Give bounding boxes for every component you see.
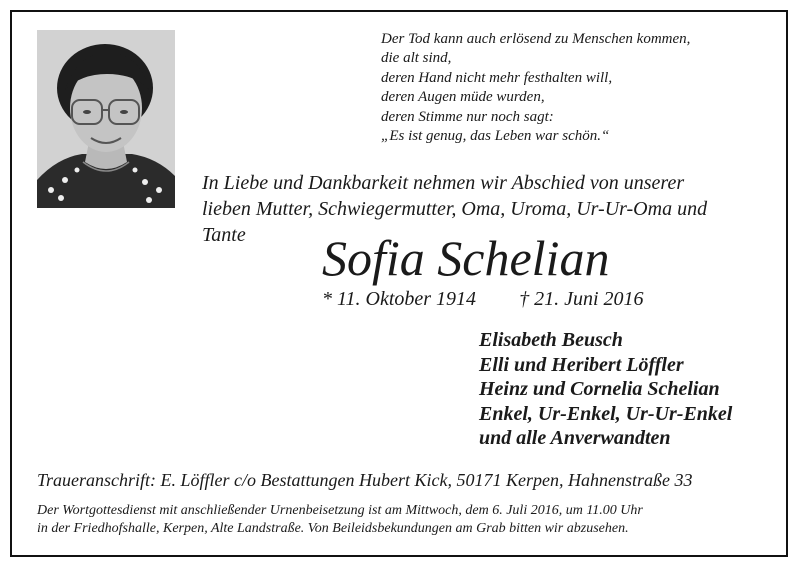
mourner-entry: Enkel, Ur-Enkel, Ur-Ur-Enkel [479,402,733,425]
mourner-entry: Elli und Heribert Löffler [479,353,684,376]
poem-line: deren Augen müde wurden, [381,89,545,106]
mourning-address: Traueranschrift: E. Löffler c/o Bestattungen Hubert Kick, 50171 Kerpen, Hahnenstraße 33 [37,470,693,490]
birth-date: * 11. Oktober 1914 [322,288,477,310]
portrait-photo [37,30,175,208]
poem-line: „Es ist genug, das Leben war schön.“ [381,128,610,145]
intro-line: In Liebe und Dankbarkeit nehmen wir Abschied von unserer [202,172,685,194]
life-dates [322,286,644,312]
poem-line: deren Hand nicht mehr festhalten will, [381,69,613,86]
mourners-list [479,328,732,451]
poem-line: die alt sind, [381,50,452,67]
service-line: Der Wortgottesdienst mit anschließender Urnenbeisetzung ist am Mittwoch, dem 6. Juli 2016, um 11.00 Uhr [37,503,643,518]
poem-line: Der Tod kann auch erlösend zu Menschen kommen, [381,31,691,47]
service-line: in der Friedhofshalle, Kerpen, Alte Landstraße. Von Beileidsbekundungen am Grab bitten wir abzusehen. [37,521,629,536]
mourner-entry: und alle Anverwandten [479,427,671,449]
death-date: † 21. Juni 2016 [519,288,644,310]
mourner-entry: Heinz und Cornelia Schelian [479,378,720,400]
intro-line: lieben Mutter, Schwiegermutter, Oma, Uroma, Ur-Ur-Oma und [202,198,708,220]
deceased-name: Sofia Schelian [322,230,610,286]
service-info [37,502,767,538]
poem-block [381,30,781,146]
mourner-entry: Elisabeth Beusch [479,329,623,351]
poem-line: deren Stimme nur noch sagt: [381,108,554,125]
intro-line: Tante [202,224,246,246]
